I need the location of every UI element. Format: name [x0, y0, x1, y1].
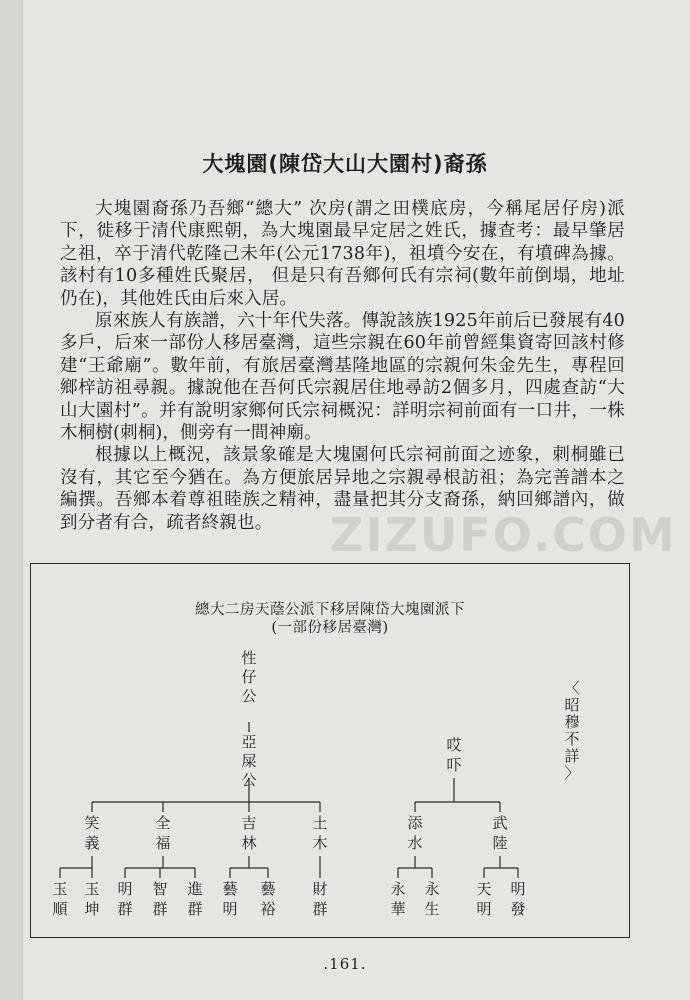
tree-node-grandchild: 智群 — [152, 880, 168, 918]
paragraph-3: 根據以上概況，該景象確是大塊園何氏宗祠前面之迹象，刺桐雖已沒有，其它至今猶在。為方便旅居异地之宗親尋根訪祖；為完善譜本之編撰。吾鄉本着尊祖睦族之精神，盡量把其分支裔孫，納回鄉譜內，做到分者有合，疏者終親也。 — [60, 445, 625, 533]
tree-node-child: 笑義 — [84, 814, 100, 852]
tree-node-grandchild: 藝裕 — [260, 880, 276, 918]
tree-node-founder-2: 亞屎公 — [241, 733, 257, 789]
tree-node-founder: 性仔公 — [241, 649, 257, 705]
tree-node-child: 武陸 — [492, 814, 508, 852]
tree-node-child: 添水 — [407, 814, 423, 852]
tree-node-child: 全福 — [155, 814, 171, 852]
tree-node-grandchild: 天明 — [476, 880, 492, 918]
page-title: 大塊園(陳岱大山大園村)裔孫 — [202, 152, 488, 176]
tree-node-grandchild: 玉坤 — [84, 880, 100, 918]
tree-node-grandchild: 藝明 — [222, 880, 238, 918]
tree-node-ancestor: 哎吓 — [446, 736, 462, 774]
tree-node-child: 吉林 — [241, 814, 257, 852]
tree-labels — [52, 649, 579, 918]
watermark: ZIZUFO.COM — [330, 508, 677, 562]
tree-node-grandchild: 永生 — [424, 880, 440, 918]
tree-node-grandchild: 玉順 — [52, 880, 68, 918]
tree-node-grandchild: 永華 — [390, 880, 406, 918]
paragraph-2: 原來族人有族譜，六十年代失落。傳說該族1925年前后已發展有40多戶，后來一部份人移居臺灣，這些宗親在60年前曾經集資寄回該村修建“王爺廟”。數年前，有旅居臺灣基隆地區的宗親何朱金先生，專程回鄉梓訪祖尋親。據說他在吾何氏宗親居住地尋訪2個多月，四處查訪“大山大園村”。并有說明家鄉何氏宗祠概況：詳明宗祠前面有一口井，一株木桐樹(刺桐)，側旁有一間神廟。 — [60, 311, 625, 444]
tree-node-unknown-generation: 〈昭穆不詳〉 — [564, 679, 580, 782]
tree-node-grandchild: 明群 — [117, 880, 133, 918]
tree-node-grandchild: 明發 — [510, 880, 526, 918]
tree-node-grandchild: 進群 — [187, 880, 203, 918]
tree-node-child: 土木 — [312, 814, 328, 852]
genealogy-chart-title: 總大二房天蔭公派下移居陳岱大塊園派下 — [195, 602, 465, 618]
paragraph-1: 大塊園裔孫乃吾鄉“總大” 次房(謂之田樸底房，今稱尾居仔房)派下，徙移于清代康熙朝，為大塊園最早定居之姓氏，據查考：最早肇居之祖，卒于清代乾隆己未年(公元1738年)，祖墳今安在，有墳碑為據。該村有10多種姓氏聚居， 但是只有吾鄉何氏有宗祠(數年前倒塌，地址仍在)，其他姓氏由后來入居。 — [60, 199, 625, 309]
page-number: .161. — [323, 955, 367, 973]
tree-node-grandchild: 財群 — [312, 880, 328, 918]
genealogy-chart-subtitle: (一部份移居臺灣) — [271, 620, 389, 636]
